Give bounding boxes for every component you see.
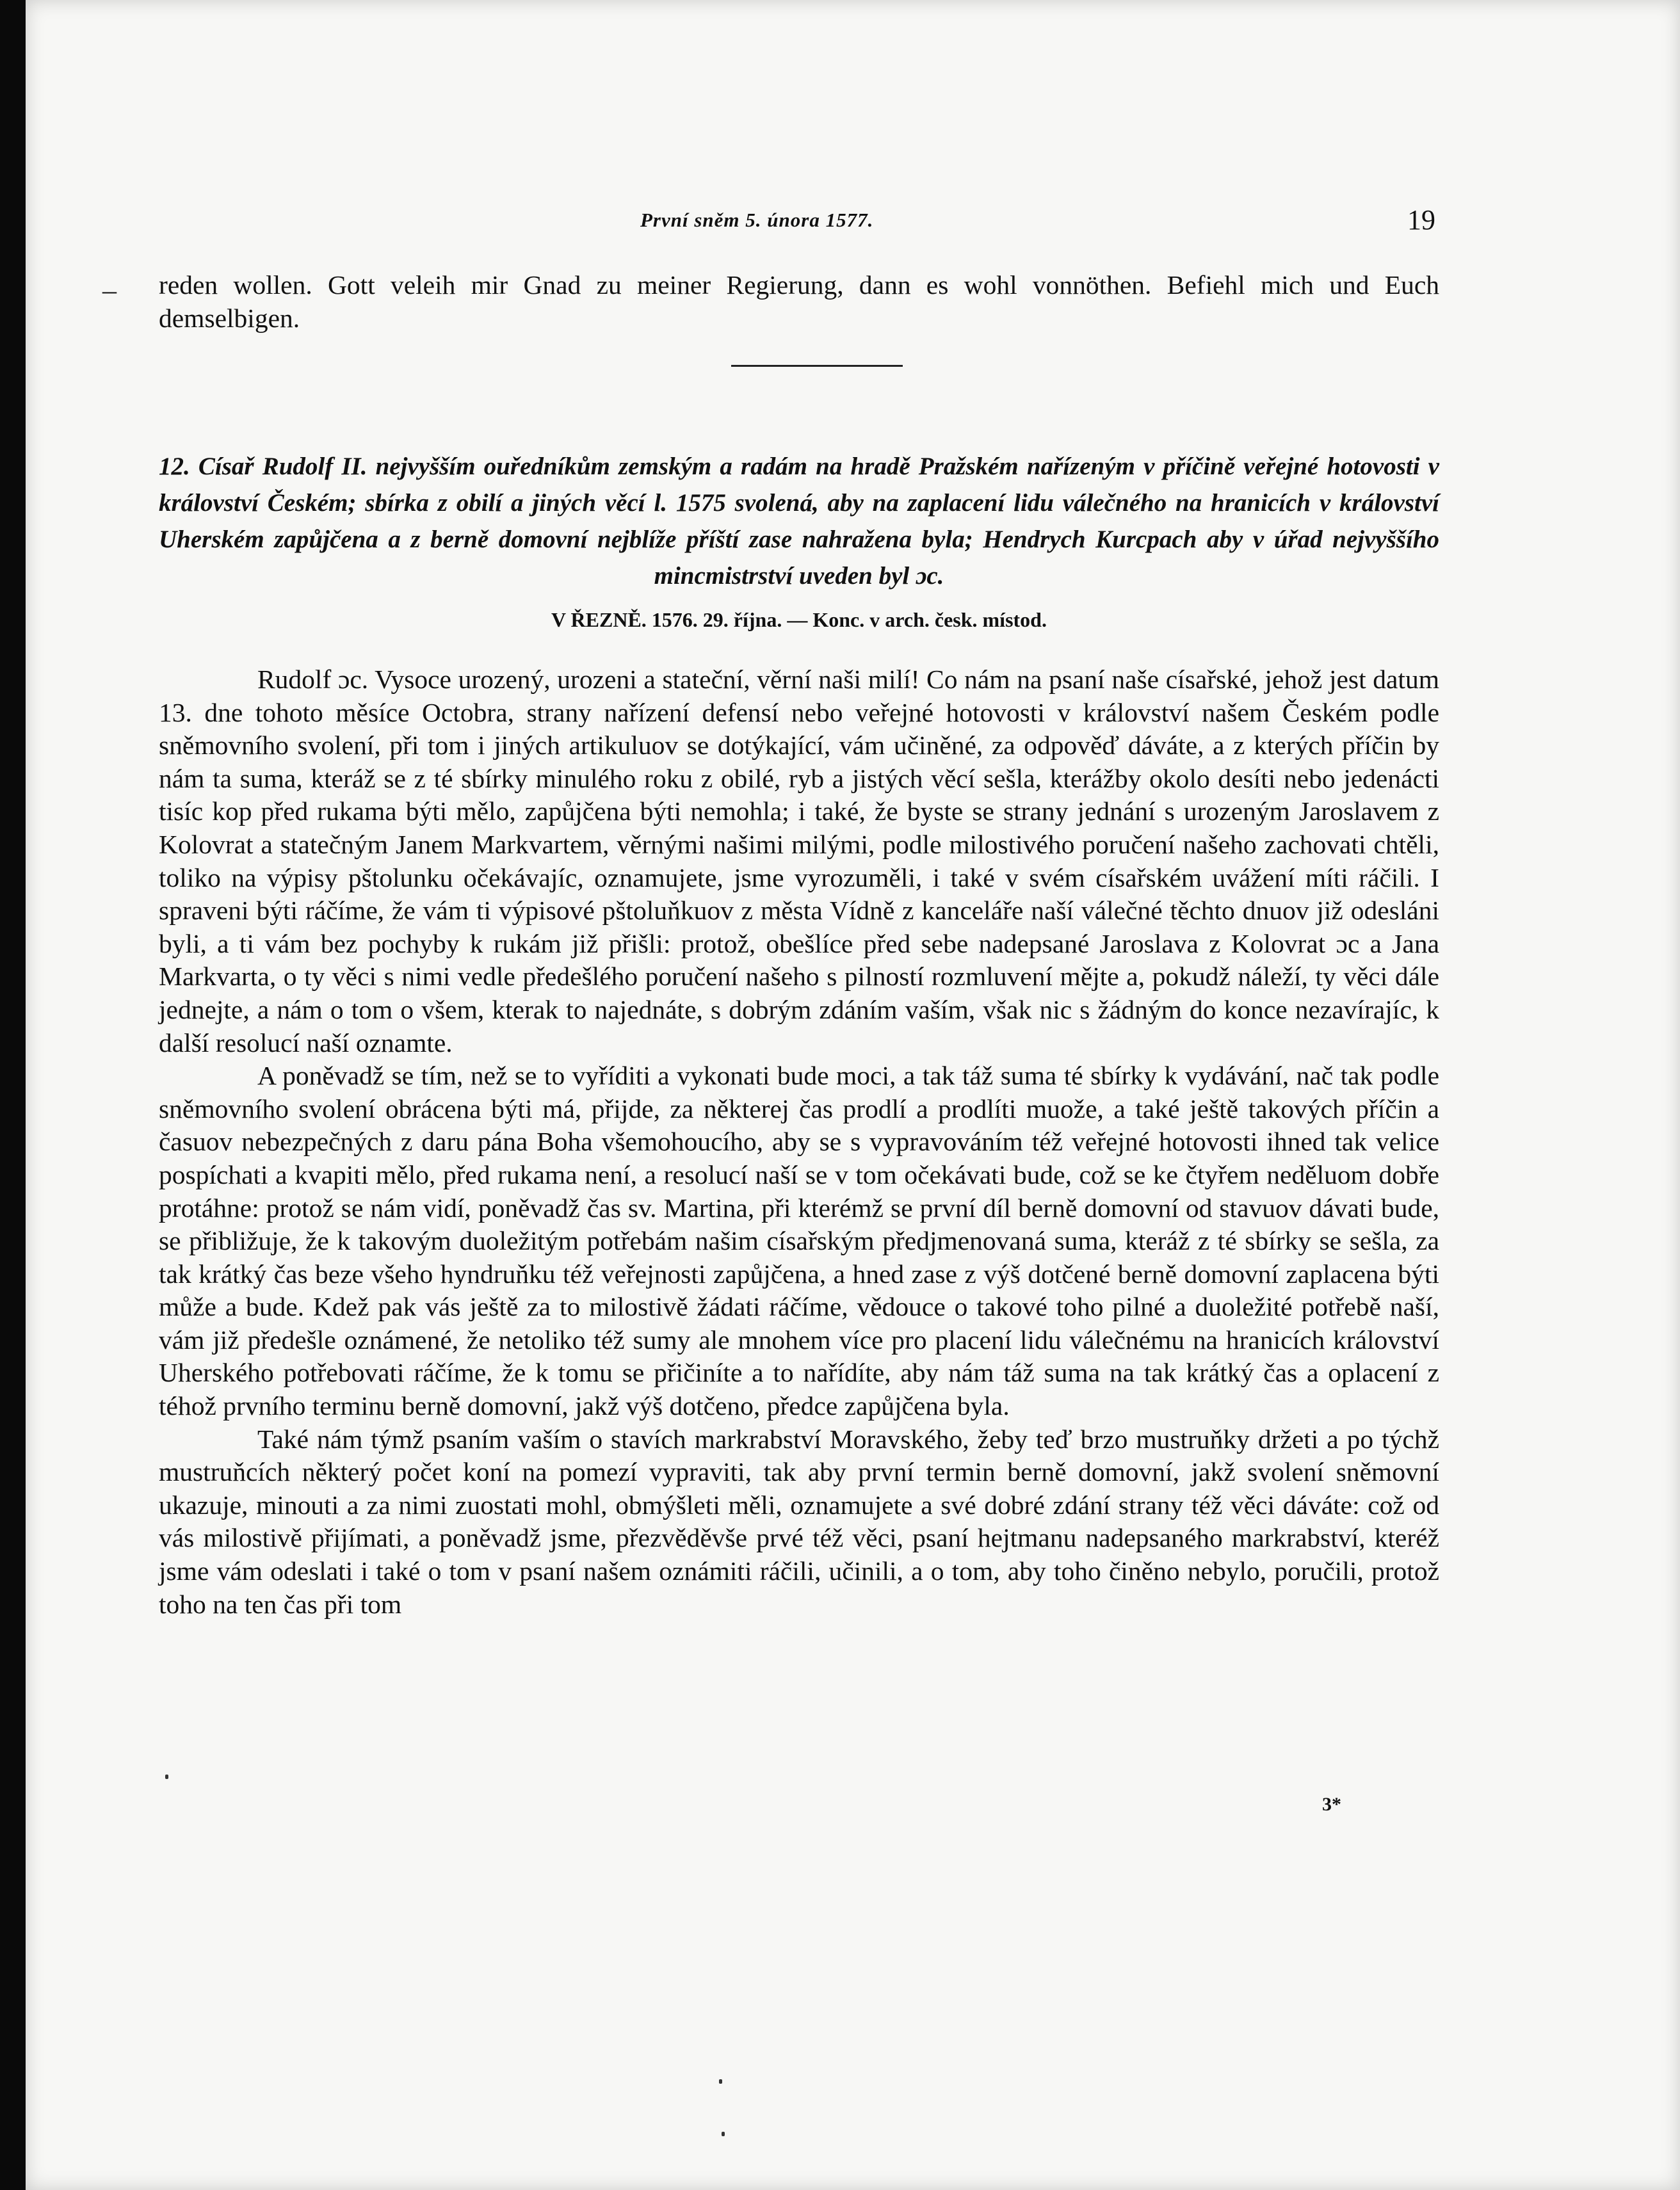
letter-paragraph: A poněvadž se tím, než se to vyříditi a vykonati bude moci, a tak táž suma té sbírky k vydávání, nač tak podle sněmovního svolení obrácena býti má, přijde, za některej čas prodlí a prodlíti muože, a také ještě takových příčin a časuov nebezpečných z daru pána Boha všemohoucího, aby se s vypravováním též veřejné hotovosti ihned tak velice pospíchati a kvapiti mělo, před rukama není, a resolucí naší se v tom očekávati bude, což se ke čtyřem neděluom dobře protáhne: protož se nám vidí, poněvadž čas sv. Martina, při kterémž se první díl berně domovní od stavuov dávati bude, se přibližuje, že k takovým duoležitým potřebám našim císařským předjmenovaná suma, kteráž z té sbírky se sešla, za tak krátký čas beze všeho hyndruňku též veřejnosti zapůjčena, a hned zase z výš dotčené berně domovní zaplacena býti může a bude. Kdež pak vás ještě za to milostivě žádati ráčíme, vědouce o takové toho pilné a duoležité potřebě naší, vám již předešle oznámené, že netoliko též sumy ale mnohem více pro placení lidu válečnému na hranicích království Uherského potřebovati ráčíme, že k tomu se přičiníte a to nařídíte, aby nám táž suma na tak krátký čas a oplacení z téhož prvního terminu berně domovní, jakž výš dotčeno, předce zapůjčena byla. (159, 1061, 1439, 1421)
document-heading: 12. Císař Rudolf II. nejvyšším ouředníkům zemským a radám na hradě Pražském nařízeným v příčině veřejné hotovosti v království Českém; sbírka z obilí a jiných věcí l. 1575 svolená, aby na zaplacení lidu válečného na hranicích v království Uherském zapůjčena a z berně domovní nejblíže příští zase nahražena byla; Hendrych Kurcpach aby v úřad nejvyššího mincmistrství uveden byl ɔc. (159, 453, 1439, 590)
page-header (640, 204, 1447, 242)
document-dateline: V ŘEZNĚ. 1576. 29. října. — Konc. v arch. česk. místod. (551, 608, 1047, 631)
margin-mark: – (102, 275, 117, 306)
section-separator (731, 365, 903, 367)
scan-speck (165, 1775, 168, 1779)
scan-speck (719, 2079, 722, 2084)
previous-text: reden wollen. Gott veleih mir Gnad zu meiner Regierung, dann es wohl vonnöthen. Befiehl mich und Euch demselbigen. (159, 270, 1439, 333)
page-number: 19 (1407, 204, 1435, 236)
letter-paragraph: Rudolf ɔc. Vysoce urozený, urozeni a stateční, věrní naši milí! Co nám na psaní naše císařské, jehož jest datum 13. dne tohoto měsíce Octobra, strany nařízení defensí nebo veřejné hotovosti v království našem Českém podle sněmovního svolení, při tom i jiných artikuluov se dotýkající, vám učiněné, za odpověď dáváte, a z kterých příčin by nám ta suma, kteráž se z té sbírky minulého roku z obilé, ryb a jistých věcí sešla, kterážby okolo desíti nebo jedenácti tisíc kop před rukama býti mělo, zapůjčena býti nemohla; i také, že byste se strany jednání s urozeným Jaroslavem z Kolovrat a statečným Janem Markvartem, věrnými našimi milými, podle milostivého poručení našeho zachovati chtěli, toliko na výpisy pštolunku očekávajíc, oznamujete, jsme vyrozuměli, i také v svém císařském uvážení míti ráčili. I spraveni býti ráčíme, že vám ti výpisové pštoluňkuov z města Vídně z kanceláře naší válečné těchto dnuov již odesláni byli, a ti vám bez pochyby k rukám již přišli: protož, obešlíce před sebe nadepsané Jaroslava z Kolovrat ɔc a Jana Markvarta, o ty věci s nimi vedle předešlého poručení našeho s pilností rozmluvení mějte a, pokudž náleží, ty věci dále jednejte, a nám o tom o všem, kterak to najednáte, s dobrým zdáním vaším, však nic s žádným do konce nezavírajíc, k další resolucí naší oznamte. (159, 664, 1439, 1058)
scan-speck (722, 2132, 725, 2136)
scan-border (0, 0, 26, 2190)
letter-paragraph: Také nám týmž psaním vaším o stavích markrabství Moravského, žeby teď brzo mustruňky držeti a po týchž mustruňcích některý počet koní na pomezí vypraviti, tak aby první termin berně domovní, jakž svolení sněmovní ukazuje, minouti a za nimi zuostati mohl, obmýšleti měli, oznamujete a své dobré zdání strany též věci dáváte: což od vás milostivě přijímati, a poněvadž jsme, přezvěděvše prvé též věci, psaní hejtmanu nadepsaného markrabství, kteréž jsme vám odeslati i také o tom v psaní našem oznámiti ráčili, učinili, a o tom, aby toho činěno nebylo, poručili, protož toho na ten čas při tom (159, 1424, 1439, 1619)
signature-mark: 3* (1322, 1794, 1341, 1815)
running-title: První sněm 5. února 1577. (640, 209, 874, 231)
previous-document-ending (159, 269, 1439, 335)
letter-body (159, 663, 1439, 1621)
